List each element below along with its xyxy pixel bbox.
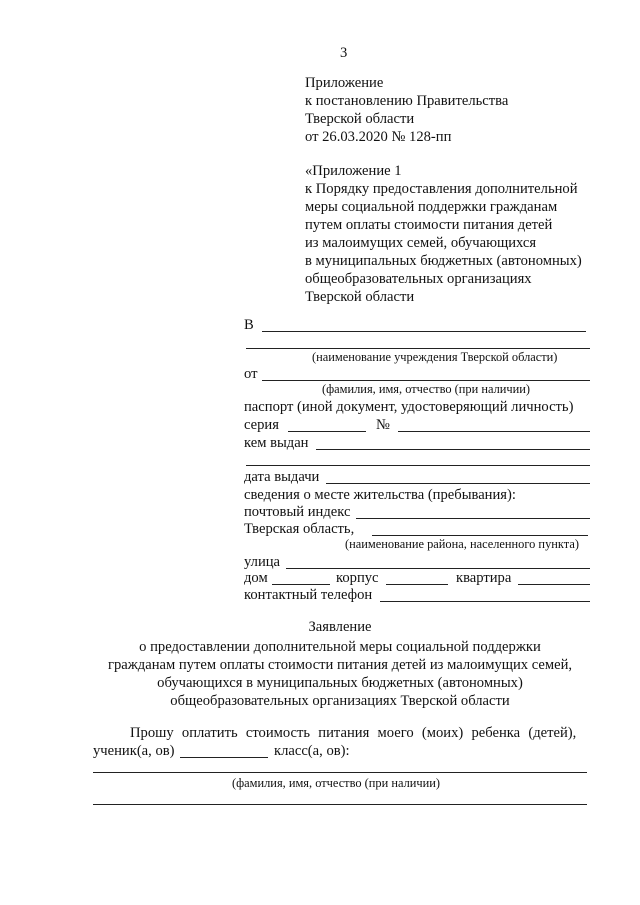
appendix1-line: путем оплаты стоимости питания детей <box>305 217 553 233</box>
grade-field[interactable] <box>180 757 268 758</box>
issue-date-label: дата выдачи <box>244 469 320 485</box>
appendix1-line: «Приложение 1 <box>305 163 402 179</box>
appendix-line: к постановлению Правительства <box>305 93 509 109</box>
appendix-line: Тверской области <box>305 111 415 127</box>
street-label: улица <box>244 554 281 570</box>
child-name-field-line2[interactable] <box>93 804 587 805</box>
issued-by-field-line2[interactable] <box>246 465 590 466</box>
appendix1-line: из малоимущих семей, обучающихся <box>305 235 537 251</box>
applicant-name-field[interactable] <box>262 380 590 381</box>
appendix-line: Приложение <box>305 75 384 91</box>
region-field[interactable] <box>372 535 588 536</box>
institution-field[interactable] <box>262 331 586 332</box>
appendix1-line: к Порядку предоставления дополнительной <box>305 181 578 197</box>
number-field[interactable] <box>398 431 590 432</box>
fio-caption: (фамилия, имя, отчество (при наличии) <box>322 382 531 396</box>
number-label: № <box>376 417 390 433</box>
institution-field-line2[interactable] <box>246 348 590 349</box>
phone-field[interactable] <box>380 601 590 602</box>
region-label: Тверская область, <box>244 521 355 537</box>
appendix-line: от 26.03.2020 № 128-пп <box>305 129 452 145</box>
pupil-label: ученик(а, ов) <box>93 743 175 759</box>
residence-label: сведения о месте жительства (пребывания): <box>244 487 516 503</box>
series-field[interactable] <box>288 431 366 432</box>
apartment-field[interactable] <box>518 584 590 585</box>
appendix1-line: меры социальной поддержки гражданам <box>305 199 558 215</box>
statement-subtitle-line: о предоставлении дополнительной меры социальной поддержки <box>139 639 541 655</box>
appendix1-line: Тверской области <box>305 289 415 305</box>
appendix1-line: общеобразовательных организациях <box>305 271 532 287</box>
statement-subtitle-line: общеобразовательных организациях Тверской области <box>170 693 510 709</box>
street-field[interactable] <box>286 568 590 569</box>
house-field[interactable] <box>272 584 330 585</box>
apartment-label: квартира <box>456 570 512 586</box>
postal-label: почтовый индекс <box>244 504 351 520</box>
building-label: корпус <box>336 570 379 586</box>
class-label: класс(а, ов): <box>274 743 350 759</box>
issue-date-field[interactable] <box>326 483 590 484</box>
child-name-field[interactable] <box>93 772 587 773</box>
house-label: дом <box>244 570 268 586</box>
page-number: 3 <box>340 45 348 61</box>
issued-by-field[interactable] <box>316 449 590 450</box>
phone-label: контактный телефон <box>244 587 373 603</box>
to-label: В <box>244 317 254 333</box>
child-fio-caption: (фамилия, имя, отчество (при наличии) <box>232 776 441 790</box>
statement-subtitle-line: обучающихся в муниципальных бюджетных (автономных) <box>157 675 523 691</box>
passport-label: паспорт (иной документ, удостоверяющий личность) <box>244 399 574 415</box>
series-label: серия <box>244 417 279 433</box>
issued-by-label: кем выдан <box>244 435 309 451</box>
institution-caption: (наименование учреждения Тверской области) <box>312 350 558 364</box>
request-text: Прошу оплатить стоимость питания моего (моих) ребенка (детей), <box>130 725 577 741</box>
from-label: от <box>244 366 258 382</box>
district-caption: (наименование района, населенного пункта) <box>345 537 579 551</box>
building-field[interactable] <box>386 584 448 585</box>
appendix1-line: в муниципальных бюджетных (автономных) <box>305 253 582 269</box>
postal-field[interactable] <box>356 518 590 519</box>
statement-subtitle-line: гражданам путем оплаты стоимости питания детей из малоимущих семей, <box>107 657 573 673</box>
statement-title: Заявление <box>308 619 372 635</box>
